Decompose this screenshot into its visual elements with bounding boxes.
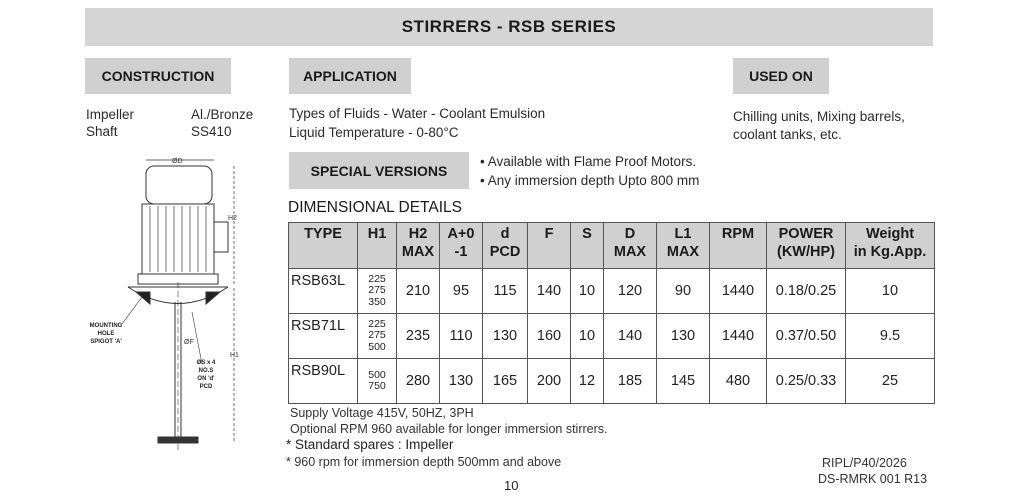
page-title: STIRRERS - RSB SERIES bbox=[85, 8, 933, 46]
cell-power: 0.37/0.50 bbox=[767, 314, 846, 359]
header-d: d PCD bbox=[483, 223, 528, 269]
cell-d: 115 bbox=[483, 269, 528, 314]
cell-a: 130 bbox=[440, 359, 483, 404]
header-s: S bbox=[571, 223, 604, 269]
cell-a: 110 bbox=[440, 314, 483, 359]
svg-text:ØS x 4: ØS x 4 bbox=[196, 360, 216, 366]
cell-d: 120 bbox=[604, 269, 657, 314]
page-number: 10 bbox=[504, 478, 519, 493]
cell-type: RSB90L bbox=[289, 359, 358, 404]
label-phi-f: ØF bbox=[184, 339, 194, 346]
motor-fins bbox=[150, 206, 206, 272]
header-type: TYPE bbox=[289, 223, 358, 269]
construction-label-impeller: Impeller bbox=[86, 107, 135, 122]
cell-h1: 225 275 500 bbox=[358, 314, 397, 359]
used-on-line-2: coolant tanks, etc. bbox=[733, 127, 842, 142]
cell-weight: 9.5 bbox=[846, 314, 935, 359]
construction-heading: CONSTRUCTION bbox=[85, 58, 231, 94]
header-a-0: A+0 -1 bbox=[440, 223, 483, 269]
header-h2: H2 MAX bbox=[397, 223, 440, 269]
cell-type: RSB63L bbox=[289, 269, 358, 314]
cell-rpm: 1440 bbox=[710, 269, 767, 314]
impeller bbox=[158, 437, 198, 443]
cell-d: 165 bbox=[483, 359, 528, 404]
motor-fan-cover bbox=[146, 166, 212, 204]
used-on-heading: USED ON bbox=[733, 58, 829, 94]
cell-rpm: 480 bbox=[710, 359, 767, 404]
cell-type: RSB71L bbox=[289, 314, 358, 359]
table-row bbox=[289, 359, 935, 404]
construction-value-impeller: Al./Bronze bbox=[191, 107, 254, 122]
cell-h1: 225 275 350 bbox=[358, 269, 397, 314]
header-l1: L1 MAX bbox=[657, 223, 710, 269]
label-h1: H1 bbox=[230, 352, 239, 359]
label-h2: H2 bbox=[228, 215, 237, 222]
note-rpm-depth: * 960 rpm for immersion depth 500mm and above bbox=[286, 455, 562, 469]
note-spares: * Standard spares : Impeller bbox=[286, 437, 454, 452]
svg-text:MOUNTING: MOUNTING bbox=[89, 323, 123, 329]
used-on-line-1: Chilling units, Mixing barrels, bbox=[733, 109, 905, 124]
note-supply: Supply Voltage 415V, 50HZ, 3PH bbox=[290, 406, 474, 420]
cell-weight: 10 bbox=[846, 269, 935, 314]
table-header-row bbox=[289, 223, 935, 269]
cell-power: 0.25/0.33 bbox=[767, 359, 846, 404]
special-version-item-1: • Available with Flame Proof Motors. bbox=[480, 154, 697, 169]
terminal-box bbox=[214, 222, 228, 252]
table-row bbox=[289, 314, 935, 359]
cell-l1: 90 bbox=[657, 269, 710, 314]
dimensional-heading: DIMENSIONAL DETAILS bbox=[288, 199, 462, 216]
cell-f: 140 bbox=[528, 269, 571, 314]
table-row bbox=[289, 269, 935, 314]
cell-s: 10 bbox=[571, 269, 604, 314]
cell-weight: 25 bbox=[846, 359, 935, 404]
cell-h1: 500 750 bbox=[358, 359, 397, 404]
header-power: POWER (KW/HP) bbox=[767, 223, 846, 269]
note-optional-rpm: Optional RPM 960 available for longer immersion stirrers. bbox=[290, 422, 608, 436]
svg-text:NO.S: NO.S bbox=[198, 368, 214, 374]
header-f: F bbox=[528, 223, 571, 269]
mounting-hole-right bbox=[206, 292, 220, 304]
svg-text:HOLE: HOLE bbox=[97, 331, 115, 337]
dimensional-table bbox=[288, 222, 935, 404]
cell-d: 185 bbox=[604, 359, 657, 404]
cell-l1: 130 bbox=[657, 314, 710, 359]
cell-power: 0.18/0.25 bbox=[767, 269, 846, 314]
cell-s: 12 bbox=[571, 359, 604, 404]
svg-text:SPIGOT 'A': SPIGOT 'A' bbox=[90, 339, 122, 345]
application-line-1: Types of Fluids - Water - Coolant Emulsion bbox=[289, 106, 546, 121]
document-ref-2: DS-RMRK 001 R13 bbox=[818, 472, 928, 486]
cell-s: 10 bbox=[571, 314, 604, 359]
svg-text:PCD: PCD bbox=[199, 384, 213, 390]
cell-h2: 280 bbox=[397, 359, 440, 404]
special-versions-heading: SPECIAL VERSIONS bbox=[289, 152, 469, 189]
document-ref-1: RIPL/P40/2026 bbox=[822, 456, 907, 470]
cell-l1: 145 bbox=[657, 359, 710, 404]
construction-label-shaft: Shaft bbox=[86, 124, 118, 139]
cell-d: 140 bbox=[604, 314, 657, 359]
svg-text:ON 'd': ON 'd' bbox=[197, 376, 215, 382]
cell-rpm: 1440 bbox=[710, 314, 767, 359]
cell-a: 95 bbox=[440, 269, 483, 314]
label-phi-d: ØD bbox=[172, 158, 183, 165]
special-version-item-2: • Any immersion depth Upto 800 mm bbox=[480, 173, 700, 188]
construction-value-shaft: SS410 bbox=[191, 124, 232, 139]
cell-h2: 210 bbox=[397, 269, 440, 314]
cell-d: 130 bbox=[483, 314, 528, 359]
holes-pcd-label bbox=[197, 360, 216, 390]
stirrer-technical-drawing bbox=[82, 152, 282, 462]
header-rpm: RPM bbox=[710, 223, 767, 269]
cell-f: 200 bbox=[528, 359, 571, 404]
cell-h2: 235 bbox=[397, 314, 440, 359]
mounting-hole-label bbox=[90, 323, 123, 345]
application-line-2: Liquid Temperature - 0-80°C bbox=[289, 125, 459, 140]
application-heading: APPLICATION bbox=[289, 58, 411, 94]
cell-f: 160 bbox=[528, 314, 571, 359]
leader-mounting bbox=[122, 297, 142, 324]
header-d: D MAX bbox=[604, 223, 657, 269]
motor-body bbox=[142, 204, 214, 274]
header-weight: Weight in Kg.App. bbox=[846, 223, 935, 269]
leader-holes bbox=[192, 312, 202, 364]
header-h1: H1 bbox=[358, 223, 397, 269]
